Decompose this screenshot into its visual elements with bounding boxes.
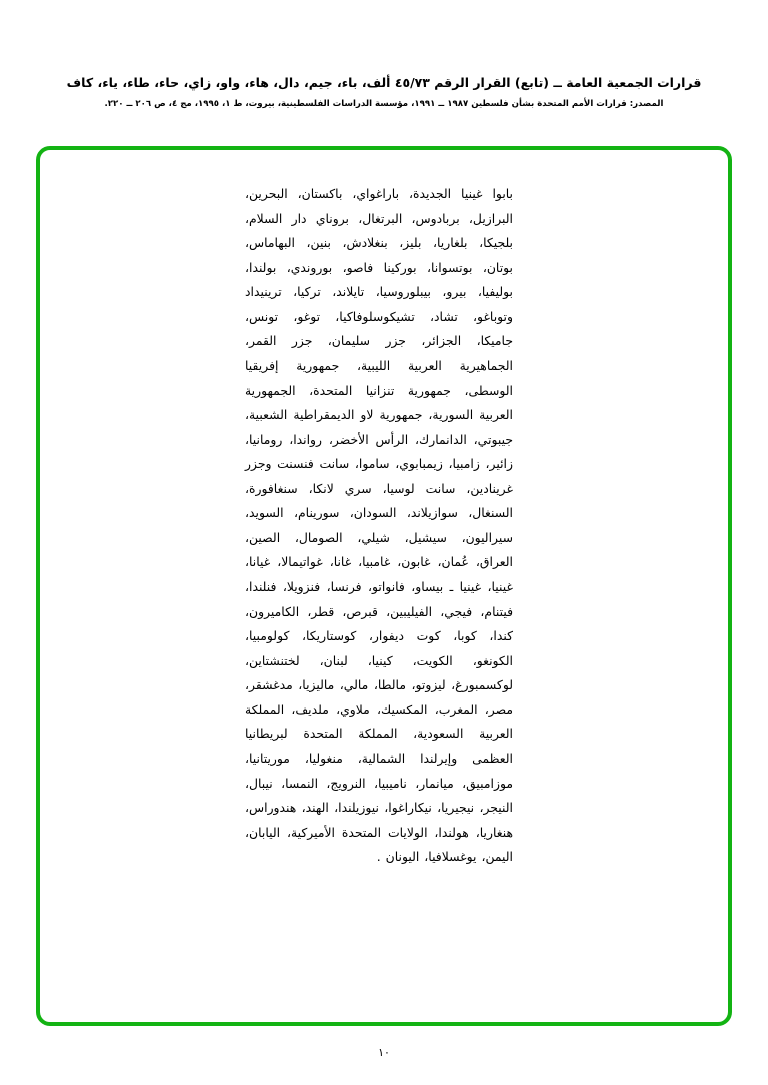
page-header	[0, 74, 768, 110]
document-source-line: المصدر: قرارات الأمم المتحدة بشأن فلسطين ١٩٨٧ ــ ١٩٩١، مؤسسة الدراسات الفلسطينية، بيروت، ط ١، ١٩٩٥، مج ٤، ص ٢٠٦ ــ ٢٢٠.	[104, 98, 664, 109]
page-number: ١٠	[378, 1046, 390, 1059]
body-paragraph: بابوا غينيا الجديدة، باراغواي، باكستان، البحرين، البرازيل، بربادوس، البرتغال، بروناي دار السلام، بلجيكا، بلغاريا، بليز، بنغلادش، بنين، البهاماس، بوتان، بوتسوانا، بوركينا فاصو، بوروندي، بولندا، بوليفيا، بيرو، بيبلوروسيا، تايلاند، تركيا، ترينيداد وتوباغو، تشاد، تشيكوسلوفاكيا، توغو، تونس، جاميكا، الجزائر، جزر سليمان، جزر القمر، الجماهيرية العربية الليبية، جمهورية إفريقيا الوسطى، جمهورية تنزانيا المتحدة، الجمهورية العربية السورية، جمهورية لاو الديمقراطية الشعبية، جيبوتي، الدانمارك، الرأس الأخضر، رواندا، رومانيا، زائير، زامبيا، زيمبابوي، ساموا، سانت فنسنت وجزر غرينادين، سانت لوسيا، سري لانكا، سنغافورة، السنغال، سوازيلاند، السودان، سورينام، السويد، سيراليون، سيشيل، شيلي، الصومال، الصين، العراق، عُمان، غابون، غامبيا، غانا، غواتيمالا، غيانا، غينيا، غينيا ـ بيساو، فانواتو، فرنسا، فنزويلا، فنلندا، فيتنام، فيجي، الفيليبين، قبرص، قطر، الكاميرون، كندا، كوبا، كوت ديفوار، كوستاريكا، كولومبيا، الكونغو، الكويت، كينيا، لبنان، لختنشتاين، لوكسمبورغ، ليزوتو، مالطا، مالي، ماليزيا، مدغشقر، مصر، المغرب، المكسيك، ملاوي، ملديف، المملكة العربية السعودية، المملكة المتحدة لبريطانيا العظمى وإيرلندا الشمالية، منغوليا، موريتانيا، موزامبيق، ميانمار، ناميبيا، النرويج، النمسا، نيبال، النيجر، نيجيريا، نيكاراغوا، نيوزيلندا، الهند، هندوراس، هنغاريا، هولندا، الولايات المتحدة الأميركية، اليابان، اليمن، يوغسلافيا، اليونان .	[245, 186, 513, 865]
green-content-frame	[36, 146, 732, 1026]
document-title: قرارات الجمعية العامة ــ (تابع) القرار الرقم ٤٥/٧٣ ألف، باء، جيم، دال، هاء، واو، زاي، حاء، طاء، ياء، كاف	[66, 75, 702, 90]
